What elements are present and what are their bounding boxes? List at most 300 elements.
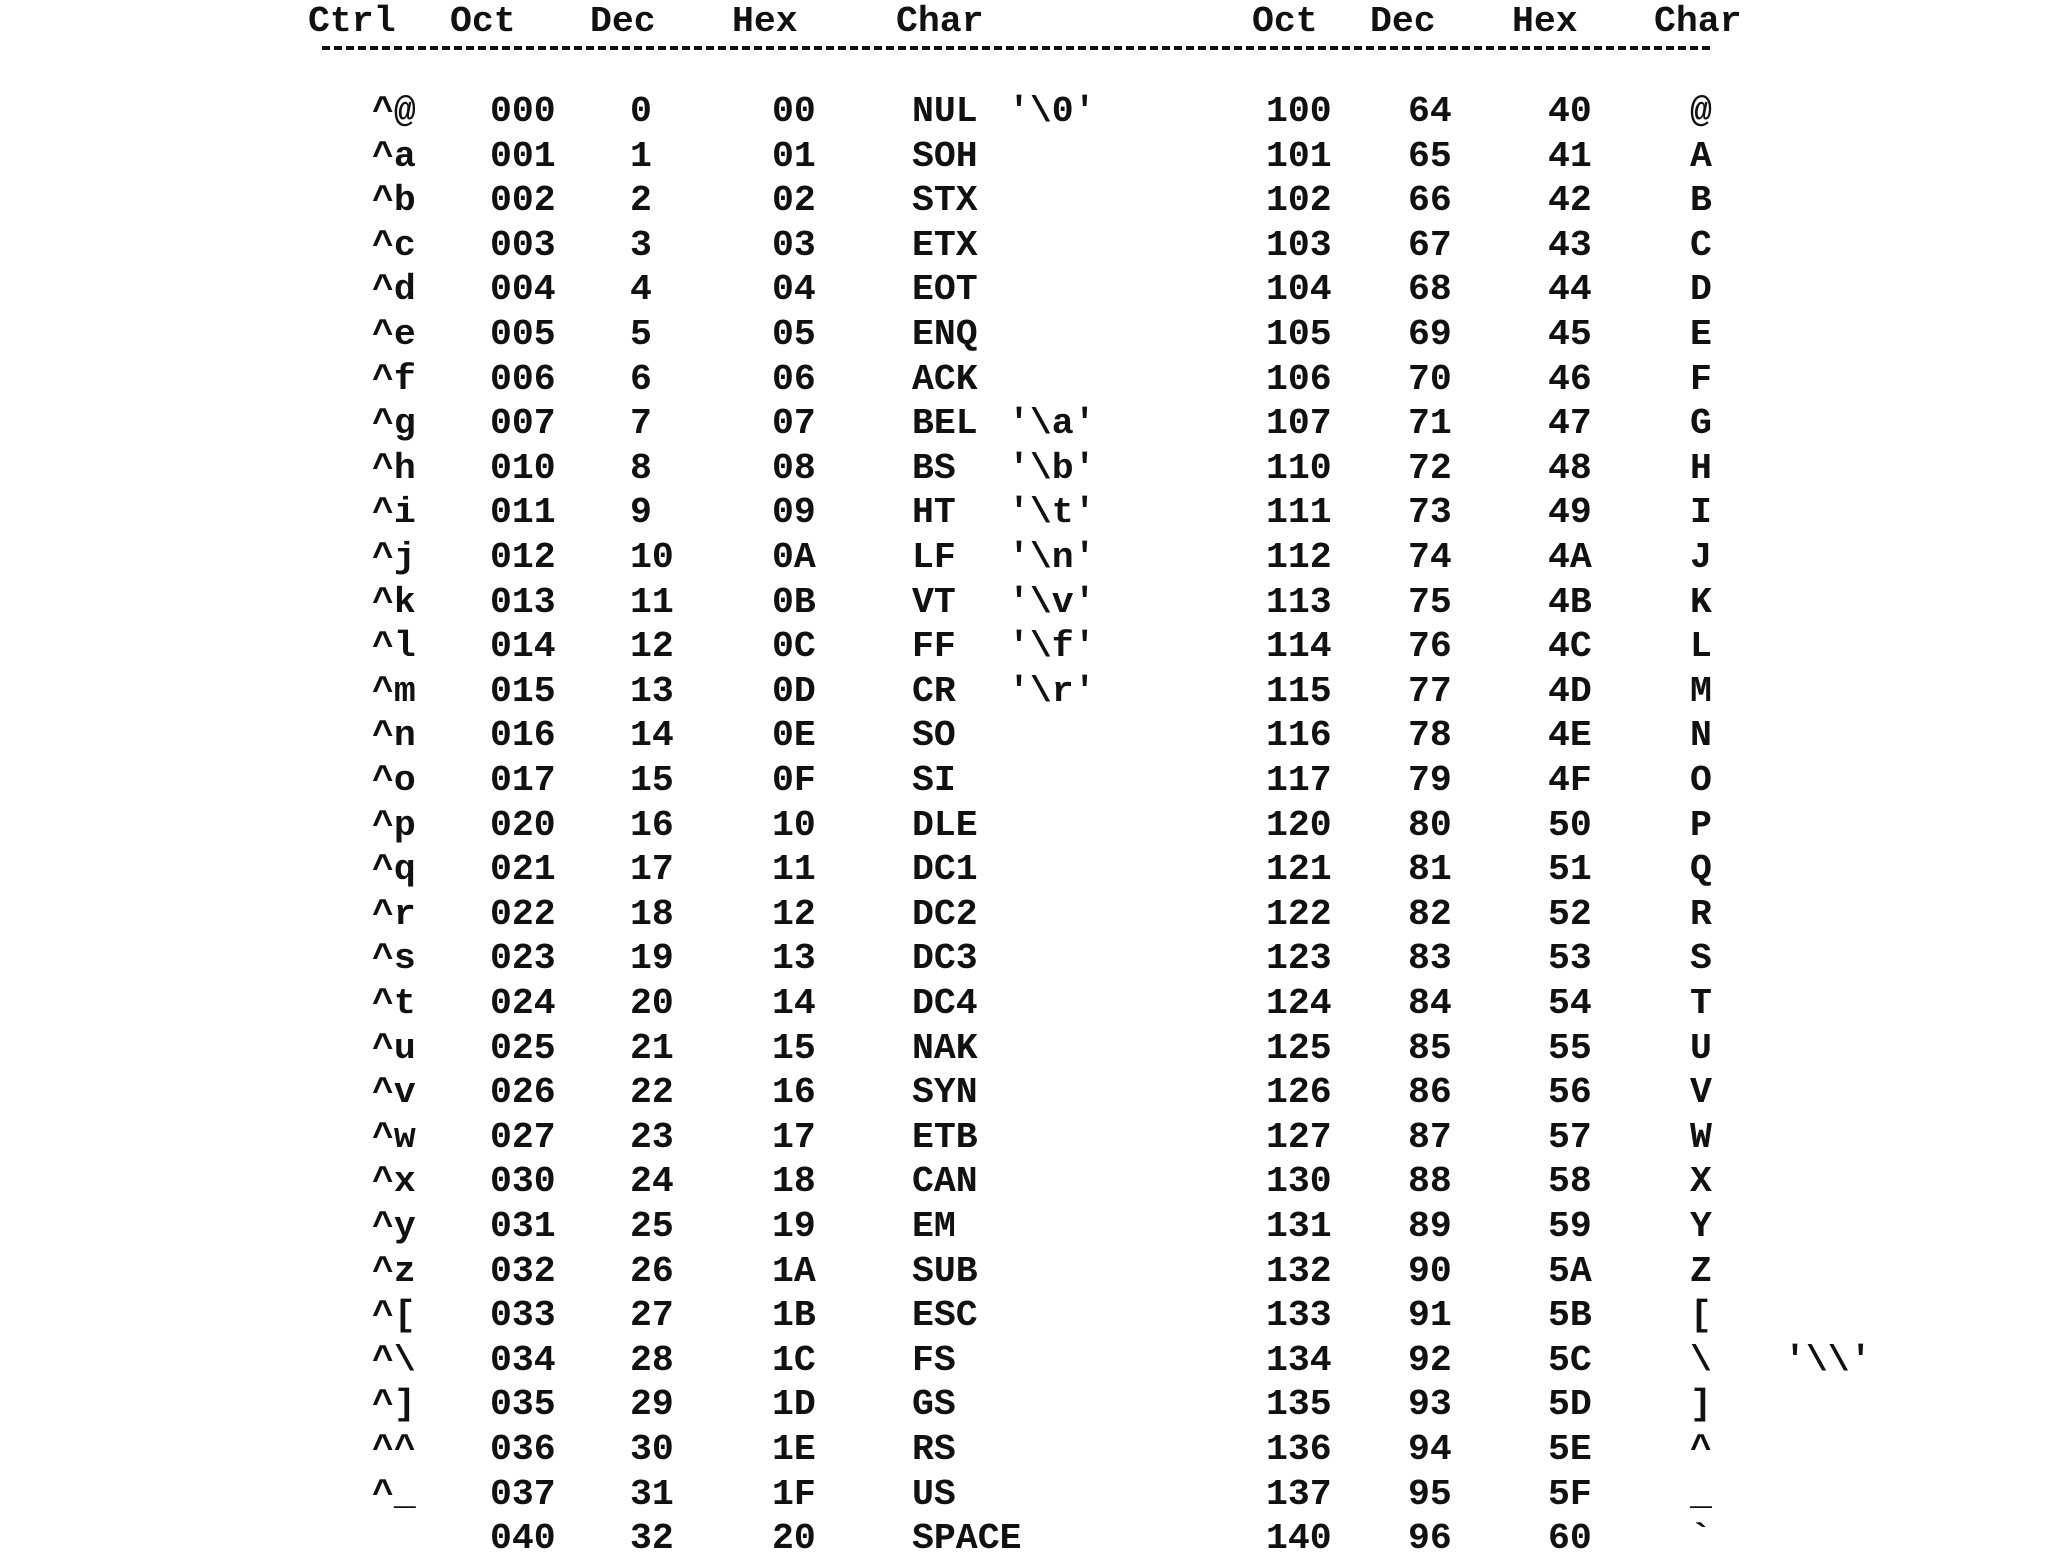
hex-cell-right: 58 — [1548, 1161, 1592, 1202]
escape-cell: '\t' — [1008, 492, 1096, 533]
hex-cell-right: 46 — [1548, 359, 1592, 400]
oct-cell-right: 136 — [1266, 1429, 1332, 1470]
oct-cell: 031 — [490, 1206, 556, 1247]
char-cell-right: O — [1690, 760, 1712, 801]
char-cell: GS — [912, 1384, 956, 1425]
dec-cell: 5 — [630, 314, 652, 355]
oct-cell-right: 120 — [1266, 805, 1332, 846]
oct-cell: 002 — [490, 180, 556, 221]
hex-cell-right: 4E — [1548, 715, 1592, 756]
char-cell: SUB — [912, 1251, 978, 1292]
dec-cell-right: 82 — [1408, 894, 1452, 935]
oct-cell-right: 115 — [1266, 671, 1332, 712]
char-cell: EM — [912, 1206, 956, 1247]
dec-cell: 2 — [630, 180, 652, 221]
escape-cell-right: '\\' — [1784, 1340, 1872, 1381]
hex-cell: 0C — [772, 626, 816, 667]
hex-cell: 11 — [772, 849, 816, 890]
char-cell: VT — [912, 582, 956, 623]
hex-cell: 03 — [772, 225, 816, 266]
oct-cell-right: 102 — [1266, 180, 1332, 221]
dec-cell-right: 95 — [1408, 1474, 1452, 1515]
dec-cell: 17 — [630, 849, 674, 890]
dec-cell: 10 — [630, 537, 674, 578]
char-cell-right: C — [1690, 225, 1712, 266]
oct-cell: 026 — [490, 1072, 556, 1113]
ctrl-cell: ^x — [372, 1161, 416, 1202]
dec-cell: 23 — [630, 1117, 674, 1158]
oct-cell: 027 — [490, 1117, 556, 1158]
char-cell-right: W — [1690, 1117, 1712, 1158]
hex-cell: 14 — [772, 983, 816, 1024]
escape-cell: '\0' — [1008, 91, 1096, 132]
hex-cell: 1A — [772, 1251, 816, 1292]
hex-cell: 09 — [772, 492, 816, 533]
dec-cell-right: 69 — [1408, 314, 1452, 355]
char-cell-right: E — [1690, 314, 1712, 355]
char-cell: DC3 — [912, 938, 978, 979]
oct-cell: 023 — [490, 938, 556, 979]
char-cell: CAN — [912, 1161, 978, 1202]
char-cell: ETX — [912, 225, 978, 266]
dec-cell-right: 77 — [1408, 671, 1452, 712]
hex-cell-right: 56 — [1548, 1072, 1592, 1113]
oct-cell: 022 — [490, 894, 556, 935]
ctrl-cell: ^w — [372, 1117, 416, 1158]
ctrl-cell: ^p — [372, 805, 416, 846]
dec-cell-right: 73 — [1408, 492, 1452, 533]
ctrl-cell: ^^ — [372, 1429, 416, 1470]
oct-cell: 033 — [490, 1295, 556, 1336]
char-cell-right: _ — [1690, 1474, 1712, 1515]
char-cell-right: Z — [1690, 1251, 1712, 1292]
hex-cell: 20 — [772, 1518, 816, 1559]
oct-cell-right: 130 — [1266, 1161, 1332, 1202]
dec-cell: 8 — [630, 448, 652, 489]
dec-cell-right: 91 — [1408, 1295, 1452, 1336]
oct-cell-right: 137 — [1266, 1474, 1332, 1515]
oct-cell: 010 — [490, 448, 556, 489]
header-hex-right: Hex — [1512, 1, 1578, 42]
escape-cell: '\n' — [1008, 537, 1096, 578]
oct-cell-right: 100 — [1266, 91, 1332, 132]
dec-cell-right: 78 — [1408, 715, 1452, 756]
oct-cell-right: 111 — [1266, 492, 1332, 533]
dec-cell-right: 86 — [1408, 1072, 1452, 1113]
char-cell: ETB — [912, 1117, 978, 1158]
ctrl-cell: ^s — [372, 938, 416, 979]
oct-cell-right: 103 — [1266, 225, 1332, 266]
oct-cell: 036 — [490, 1429, 556, 1470]
hex-cell-right: 45 — [1548, 314, 1592, 355]
oct-cell-right: 113 — [1266, 582, 1332, 623]
oct-cell-right: 123 — [1266, 938, 1332, 979]
escape-cell: '\v' — [1008, 582, 1096, 623]
ctrl-cell: ^[ — [372, 1295, 416, 1336]
char-cell: SI — [912, 760, 956, 801]
hex-cell-right: 54 — [1548, 983, 1592, 1024]
dec-cell-right: 66 — [1408, 180, 1452, 221]
oct-cell-right: 107 — [1266, 403, 1332, 444]
ctrl-cell: ^z — [372, 1251, 416, 1292]
dec-cell: 27 — [630, 1295, 674, 1336]
oct-cell-right: 117 — [1266, 760, 1332, 801]
oct-cell: 007 — [490, 403, 556, 444]
ctrl-cell: ^u — [372, 1028, 416, 1069]
ctrl-cell: ^a — [372, 136, 416, 177]
dec-cell: 30 — [630, 1429, 674, 1470]
dec-cell-right: 93 — [1408, 1384, 1452, 1425]
dec-cell: 13 — [630, 671, 674, 712]
char-cell: DC4 — [912, 983, 978, 1024]
hex-cell: 08 — [772, 448, 816, 489]
oct-cell-right: 116 — [1266, 715, 1332, 756]
hex-cell: 04 — [772, 269, 816, 310]
char-cell-right: H — [1690, 448, 1712, 489]
hex-cell: 0B — [772, 582, 816, 623]
oct-cell-right: 105 — [1266, 314, 1332, 355]
ctrl-cell: ^k — [372, 582, 416, 623]
char-cell-right: ] — [1690, 1384, 1712, 1425]
dec-cell: 0 — [630, 91, 652, 132]
oct-cell: 040 — [490, 1518, 556, 1559]
hex-cell-right: 57 — [1548, 1117, 1592, 1158]
oct-cell: 005 — [490, 314, 556, 355]
oct-cell: 030 — [490, 1161, 556, 1202]
header-hex: Hex — [732, 1, 798, 42]
char-cell-right: [ — [1690, 1295, 1712, 1336]
hex-cell-right: 4F — [1548, 760, 1592, 801]
header-oct-right: Oct — [1252, 1, 1318, 42]
char-cell: FS — [912, 1340, 956, 1381]
char-cell: DC2 — [912, 894, 978, 935]
oct-cell-right: 121 — [1266, 849, 1332, 890]
oct-cell: 012 — [490, 537, 556, 578]
oct-cell: 011 — [490, 492, 556, 533]
oct-cell-right: 127 — [1266, 1117, 1332, 1158]
ctrl-cell: ^b — [372, 180, 416, 221]
char-cell-right: S — [1690, 938, 1712, 979]
header-ctrl: Ctrl — [308, 1, 396, 42]
char-cell: EOT — [912, 269, 978, 310]
char-cell-right: N — [1690, 715, 1712, 756]
dec-cell: 3 — [630, 225, 652, 266]
dec-cell: 1 — [630, 136, 652, 177]
dec-cell-right: 75 — [1408, 582, 1452, 623]
hex-cell: 0F — [772, 760, 816, 801]
dec-cell: 9 — [630, 492, 652, 533]
dec-cell-right: 79 — [1408, 760, 1452, 801]
ctrl-cell: ^j — [372, 537, 416, 578]
oct-cell-right: 126 — [1266, 1072, 1332, 1113]
hex-cell-right: 50 — [1548, 805, 1592, 846]
hex-cell-right: 5F — [1548, 1474, 1592, 1515]
hex-cell: 10 — [772, 805, 816, 846]
dec-cell: 22 — [630, 1072, 674, 1113]
hex-cell: 19 — [772, 1206, 816, 1247]
char-cell-right: ` — [1690, 1518, 1712, 1559]
ctrl-cell: ^y — [372, 1206, 416, 1247]
char-cell: DLE — [912, 805, 978, 846]
hex-cell-right: 49 — [1548, 492, 1592, 533]
hex-cell: 1F — [772, 1474, 816, 1515]
char-cell-right: @ — [1690, 91, 1712, 132]
escape-cell: '\f' — [1008, 626, 1096, 667]
char-cell-right: T — [1690, 983, 1712, 1024]
hex-cell: 18 — [772, 1161, 816, 1202]
dec-cell-right: 68 — [1408, 269, 1452, 310]
escape-cell: '\b' — [1008, 448, 1096, 489]
oct-cell: 021 — [490, 849, 556, 890]
oct-cell: 004 — [490, 269, 556, 310]
char-cell-right: Y — [1690, 1206, 1712, 1247]
hex-cell: 0D — [772, 671, 816, 712]
char-cell: ACK — [912, 359, 978, 400]
char-cell: NAK — [912, 1028, 978, 1069]
dec-cell: 20 — [630, 983, 674, 1024]
char-cell: BEL — [912, 403, 978, 444]
hex-cell-right: 5C — [1548, 1340, 1592, 1381]
ctrl-cell: ^n — [372, 715, 416, 756]
hex-cell: 1C — [772, 1340, 816, 1381]
dec-cell: 19 — [630, 938, 674, 979]
escape-cell: '\a' — [1008, 403, 1096, 444]
hex-cell-right: 4B — [1548, 582, 1592, 623]
char-cell: US — [912, 1474, 956, 1515]
hex-cell-right: 5A — [1548, 1251, 1592, 1292]
header-divider — [322, 46, 1710, 54]
oct-cell: 034 — [490, 1340, 556, 1381]
dec-cell: 32 — [630, 1518, 674, 1559]
oct-cell-right: 110 — [1266, 448, 1332, 489]
hex-cell: 17 — [772, 1117, 816, 1158]
hex-cell: 1D — [772, 1384, 816, 1425]
dec-cell: 12 — [630, 626, 674, 667]
header-dec: Dec — [590, 1, 656, 42]
hex-cell-right: 59 — [1548, 1206, 1592, 1247]
escape-cell: '\r' — [1008, 671, 1096, 712]
ctrl-cell: ^e — [372, 314, 416, 355]
hex-cell-right: 55 — [1548, 1028, 1592, 1069]
header-oct: Oct — [450, 1, 516, 42]
ctrl-cell: ^t — [372, 983, 416, 1024]
char-cell-right: \ — [1690, 1340, 1712, 1381]
oct-cell-right: 134 — [1266, 1340, 1332, 1381]
hex-cell: 16 — [772, 1072, 816, 1113]
hex-cell: 15 — [772, 1028, 816, 1069]
ctrl-cell: ^m — [372, 671, 416, 712]
dec-cell-right: 92 — [1408, 1340, 1452, 1381]
dec-cell-right: 94 — [1408, 1429, 1452, 1470]
dec-cell-right: 76 — [1408, 626, 1452, 667]
hex-cell: 13 — [772, 938, 816, 979]
oct-cell: 025 — [490, 1028, 556, 1069]
dec-cell-right: 72 — [1408, 448, 1452, 489]
dec-cell-right: 90 — [1408, 1251, 1452, 1292]
hex-cell: 1B — [772, 1295, 816, 1336]
oct-cell: 037 — [490, 1474, 556, 1515]
char-cell: HT — [912, 492, 956, 533]
oct-cell-right: 131 — [1266, 1206, 1332, 1247]
char-cell: SOH — [912, 136, 978, 177]
oct-cell-right: 124 — [1266, 983, 1332, 1024]
oct-cell-right: 101 — [1266, 136, 1332, 177]
ctrl-cell: ^q — [372, 849, 416, 890]
char-cell-right: L — [1690, 626, 1712, 667]
hex-cell-right: 44 — [1548, 269, 1592, 310]
char-cell: NUL — [912, 91, 978, 132]
oct-cell: 017 — [490, 760, 556, 801]
hex-cell-right: 4A — [1548, 537, 1592, 578]
ctrl-cell: ^g — [372, 403, 416, 444]
oct-cell: 006 — [490, 359, 556, 400]
hex-cell-right: 51 — [1548, 849, 1592, 890]
ctrl-cell: ^\ — [372, 1340, 416, 1381]
oct-cell-right: 135 — [1266, 1384, 1332, 1425]
char-cell-right: F — [1690, 359, 1712, 400]
dec-cell-right: 83 — [1408, 938, 1452, 979]
char-cell-right: U — [1690, 1028, 1712, 1069]
hex-cell: 12 — [772, 894, 816, 935]
char-cell-right: Q — [1690, 849, 1712, 890]
oct-cell: 015 — [490, 671, 556, 712]
dec-cell: 29 — [630, 1384, 674, 1425]
char-cell-right: M — [1690, 671, 1712, 712]
hex-cell: 1E — [772, 1429, 816, 1470]
ctrl-cell: ^f — [372, 359, 416, 400]
oct-cell: 001 — [490, 136, 556, 177]
hex-cell-right: 60 — [1548, 1518, 1592, 1559]
oct-cell: 003 — [490, 225, 556, 266]
char-cell-right: B — [1690, 180, 1712, 221]
oct-cell-right: 132 — [1266, 1251, 1332, 1292]
char-cell: DC1 — [912, 849, 978, 890]
dec-cell-right: 81 — [1408, 849, 1452, 890]
hex-cell-right: 43 — [1548, 225, 1592, 266]
char-cell-right: P — [1690, 805, 1712, 846]
dec-cell-right: 85 — [1408, 1028, 1452, 1069]
dec-cell-right: 64 — [1408, 91, 1452, 132]
dec-cell-right: 65 — [1408, 136, 1452, 177]
ctrl-cell: ^c — [372, 225, 416, 266]
dec-cell: 11 — [630, 582, 674, 623]
header-char: Char — [896, 1, 984, 42]
dec-cell: 6 — [630, 359, 652, 400]
hex-cell-right: 53 — [1548, 938, 1592, 979]
dec-cell: 4 — [630, 269, 652, 310]
dec-cell: 18 — [630, 894, 674, 935]
hex-cell-right: 47 — [1548, 403, 1592, 444]
dec-cell-right: 74 — [1408, 537, 1452, 578]
ctrl-cell: ^h — [372, 448, 416, 489]
char-cell: LF — [912, 537, 956, 578]
oct-cell: 013 — [490, 582, 556, 623]
dec-cell-right: 89 — [1408, 1206, 1452, 1247]
ctrl-cell: ^i — [372, 492, 416, 533]
char-cell: ENQ — [912, 314, 978, 355]
ctrl-cell: ^l — [372, 626, 416, 667]
header-dec-right: Dec — [1370, 1, 1436, 42]
char-cell: SO — [912, 715, 956, 756]
dec-cell-right: 84 — [1408, 983, 1452, 1024]
char-cell: RS — [912, 1429, 956, 1470]
dec-cell: 14 — [630, 715, 674, 756]
oct-cell: 020 — [490, 805, 556, 846]
dec-cell-right: 80 — [1408, 805, 1452, 846]
dec-cell: 28 — [630, 1340, 674, 1381]
dec-cell-right: 71 — [1408, 403, 1452, 444]
char-cell-right: G — [1690, 403, 1712, 444]
oct-cell: 035 — [490, 1384, 556, 1425]
hex-cell-right: 48 — [1548, 448, 1592, 489]
dec-cell: 21 — [630, 1028, 674, 1069]
dec-cell-right: 67 — [1408, 225, 1452, 266]
dec-cell: 26 — [630, 1251, 674, 1292]
dec-cell-right: 88 — [1408, 1161, 1452, 1202]
hex-cell-right: 52 — [1548, 894, 1592, 935]
char-cell: BS — [912, 448, 956, 489]
hex-cell: 07 — [772, 403, 816, 444]
ctrl-cell: ^@ — [372, 91, 416, 132]
oct-cell: 032 — [490, 1251, 556, 1292]
char-cell: STX — [912, 180, 978, 221]
oct-cell: 024 — [490, 983, 556, 1024]
header-char-right: Char — [1654, 1, 1742, 42]
hex-cell-right: 5E — [1548, 1429, 1592, 1470]
hex-cell: 02 — [772, 180, 816, 221]
char-cell-right: D — [1690, 269, 1712, 310]
oct-cell-right: 122 — [1266, 894, 1332, 935]
hex-cell: 05 — [772, 314, 816, 355]
oct-cell: 014 — [490, 626, 556, 667]
dec-cell: 16 — [630, 805, 674, 846]
oct-cell-right: 106 — [1266, 359, 1332, 400]
hex-cell-right: 40 — [1548, 91, 1592, 132]
oct-cell-right: 104 — [1266, 269, 1332, 310]
oct-cell-right: 140 — [1266, 1518, 1332, 1559]
hex-cell: 0E — [772, 715, 816, 756]
ctrl-cell: ^o — [372, 760, 416, 801]
char-cell-right: R — [1690, 894, 1712, 935]
dec-cell: 25 — [630, 1206, 674, 1247]
dec-cell-right: 87 — [1408, 1117, 1452, 1158]
hex-cell-right: 5B — [1548, 1295, 1592, 1336]
dec-cell-right: 70 — [1408, 359, 1452, 400]
oct-cell-right: 114 — [1266, 626, 1332, 667]
char-cell: ESC — [912, 1295, 978, 1336]
ctrl-cell: ^r — [372, 894, 416, 935]
dec-cell-right: 96 — [1408, 1518, 1452, 1559]
ctrl-cell: ^d — [372, 269, 416, 310]
dec-cell: 7 — [630, 403, 652, 444]
hex-cell: 06 — [772, 359, 816, 400]
char-cell: SPACE — [912, 1518, 1022, 1559]
hex-cell: 0A — [772, 537, 816, 578]
char-cell: SYN — [912, 1072, 978, 1113]
hex-cell-right: 42 — [1548, 180, 1592, 221]
char-cell-right: J — [1690, 537, 1712, 578]
char-cell-right: V — [1690, 1072, 1712, 1113]
hex-cell: 00 — [772, 91, 816, 132]
char-cell-right: K — [1690, 582, 1712, 623]
oct-cell-right: 125 — [1266, 1028, 1332, 1069]
char-cell-right: ^ — [1690, 1429, 1712, 1470]
dec-cell: 24 — [630, 1161, 674, 1202]
char-cell: CR — [912, 671, 956, 712]
hex-cell-right: 41 — [1548, 136, 1592, 177]
hex-cell-right: 4D — [1548, 671, 1592, 712]
oct-cell-right: 133 — [1266, 1295, 1332, 1336]
